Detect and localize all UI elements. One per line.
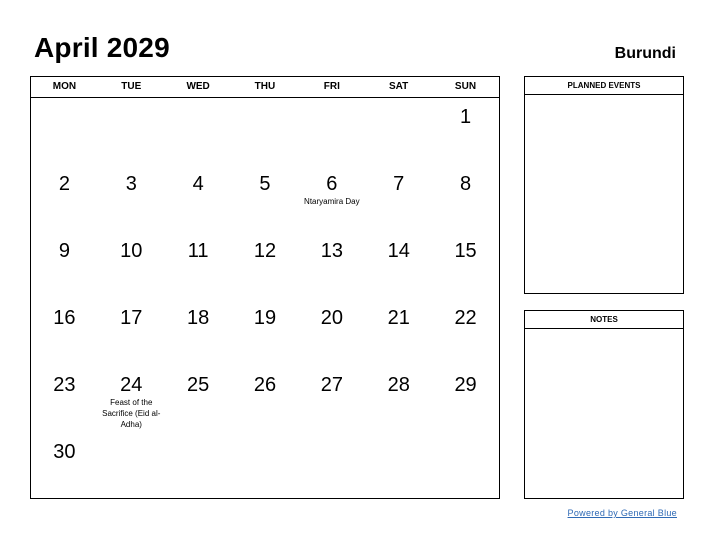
day-number: 20	[320, 307, 343, 329]
weekday-tue: TUE	[121, 81, 142, 92]
day-number: 4	[192, 173, 204, 195]
day-number: 28	[387, 374, 410, 396]
weekday-wed: WED	[186, 81, 210, 92]
day-cell	[232, 98, 299, 165]
day-number: 15	[454, 240, 477, 262]
day-number: 17	[120, 307, 143, 329]
day-cell	[432, 299, 499, 366]
day-cell	[232, 299, 299, 366]
day-cell	[298, 366, 365, 433]
day-cell	[31, 366, 98, 433]
month-title: April 2029	[34, 32, 170, 63]
day-number: 9	[58, 240, 70, 262]
powered-by-link[interactable]: Powered by General Blue	[567, 508, 677, 518]
day-cell	[31, 299, 98, 366]
day-cell	[232, 433, 299, 500]
holiday-label: Feast of the Sacrifice (Eid al-Adha)	[102, 398, 161, 429]
day-number: 10	[120, 240, 143, 262]
day-cell	[31, 165, 98, 232]
holiday-label: Ntaryamira Day	[304, 197, 360, 206]
day-cell	[432, 433, 499, 500]
day-number: 12	[253, 240, 277, 262]
weekday-sat: SAT	[389, 81, 409, 92]
day-number: 16	[53, 307, 76, 329]
day-cell	[232, 165, 299, 232]
day-number: 23	[53, 374, 76, 396]
day-cell	[31, 433, 98, 500]
day-cell	[98, 98, 165, 165]
day-cell	[432, 165, 499, 232]
day-number: 1	[460, 106, 472, 128]
day-number: 7	[393, 173, 405, 195]
day-cell	[432, 232, 499, 299]
day-number: 13	[320, 240, 343, 262]
country-label: Burundi	[614, 45, 676, 62]
day-number: 24	[120, 374, 143, 396]
day-cell	[432, 366, 499, 433]
day-cell	[165, 299, 232, 366]
day-cell	[365, 165, 432, 232]
day-cell	[365, 299, 432, 366]
day-number: 25	[187, 374, 210, 396]
day-number: 18	[187, 307, 210, 329]
weekday-thu: THU	[254, 81, 276, 92]
day-cell	[365, 98, 432, 165]
notes-panel	[524, 310, 684, 499]
day-number: 14	[387, 240, 410, 262]
day-number: 3	[125, 173, 137, 195]
day-number: 26	[253, 374, 277, 396]
day-cell	[31, 232, 98, 299]
planned-events-heading: PLANNED EVENTS	[525, 77, 683, 95]
day-cell	[365, 232, 432, 299]
day-number: 5	[259, 173, 271, 195]
day-cell	[165, 98, 232, 165]
day-cell	[365, 433, 432, 500]
day-number: 27	[320, 374, 343, 396]
day-number: 30	[53, 441, 76, 463]
day-cell	[432, 98, 499, 165]
weekday-fri: FRI	[323, 81, 340, 92]
day-cell	[298, 232, 365, 299]
day-number: 11	[187, 240, 209, 262]
day-cell	[165, 433, 232, 500]
day-cell	[165, 232, 232, 299]
day-cell	[365, 366, 432, 433]
day-cell	[298, 98, 365, 165]
notes-heading: NOTES	[525, 311, 683, 329]
weekday-mon: MON	[52, 81, 77, 92]
day-number: 21	[387, 307, 410, 329]
day-cell	[165, 366, 232, 433]
day-cell	[98, 299, 165, 366]
day-cell	[98, 232, 165, 299]
day-number: 22	[454, 307, 477, 329]
planned-events-panel	[524, 76, 684, 294]
day-cell	[298, 299, 365, 366]
weekday-sun: SUN	[454, 81, 477, 92]
day-cell	[98, 433, 165, 500]
day-cell	[232, 366, 299, 433]
weekday-header-row	[31, 77, 499, 98]
day-cell	[98, 165, 165, 232]
day-cell	[232, 232, 299, 299]
day-number: 19	[253, 307, 277, 329]
day-cell	[31, 98, 98, 165]
day-cell	[98, 366, 165, 433]
day-cell	[298, 433, 365, 500]
calendar-days	[31, 98, 499, 498]
day-number: 2	[58, 173, 70, 195]
day-cell	[298, 165, 365, 232]
calendar-grid	[30, 76, 500, 499]
day-number: 29	[454, 374, 477, 396]
day-cell	[165, 165, 232, 232]
day-number: 6	[326, 173, 338, 195]
day-number: 8	[460, 173, 472, 195]
